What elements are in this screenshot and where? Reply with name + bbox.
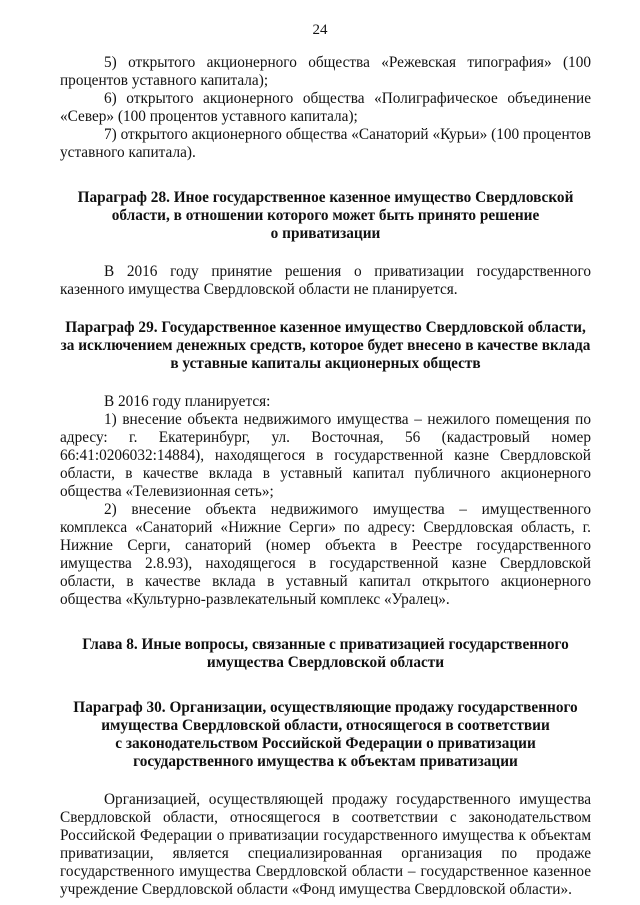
section-29-intro: В 2016 году планируется: [104, 393, 271, 410]
chapter-8-heading: Глава 8. Иные вопросы, связанные с приватизацией государственного имущества Свердловской области [82, 636, 569, 671]
document-body [60, 54, 591, 899]
list-item: 6) открытого акционерного общества «Полиграфическое объединение «Север» (100 процентов уставного капитала); [60, 90, 591, 125]
section-29-heading: Параграф 29. Государственное казенное имущество Свердловской области, за исключением денежных средств, которое будет внесено в качестве вклада в уставные капиталы акционерных обществ [60, 319, 591, 372]
section-28-heading: Параграф 28. Иное государственное казенное имущество Свердловской области, в отношении которого может быть принято решение о приватизации [77, 189, 574, 242]
list-item: 2) внесение объекта недвижимого имущества – имущественного комплекса «Санаторий «Нижние Серги» по адресу: Свердловская область, г. Нижние Серги, санаторий (номер объекта в Реестре государственного имущества 2.8.93), находящегося в государственной казне Свердловской области, в качестве вклада в уставный капитал открытого акционерного общества «Культурно-развлекательный комплекс «Уралец». [60, 501, 591, 608]
list-item: 7) открытого акционерного общества «Санаторий «Курьи» (100 процентов уставного капитала). [60, 126, 591, 161]
section-30-text: Организацией, осуществляющей продажу государственного имущества Свердловской области, относящегося в соответствии с законодательством Российской Федерации о приватизации государственного имущества к объектам приватизации, является специализированная организация по продаже государственного имущества Свердловской области – государственное казенное учреждение Свердловской области «Фонд имущества Свердловской области». [60, 791, 591, 898]
page-number: 24 [312, 22, 328, 38]
list-item: 5) открытого акционерного общества «Режевская типография» (100 процентов уставного капитала); [60, 54, 591, 89]
section-30-heading: Параграф 30. Организации, осуществляющие продажу государственного имущества Свердловской области, относящегося в соответствии с законодательством Российской Федерации о приватизации государственного имущества к объектам приватизации [73, 699, 578, 770]
list-item: 1) внесение объекта недвижимого имущества – нежилого помещения по адресу: г. Екатеринбург, ул. Восточная, 56 (кадастровый номер 66:41:0206032:14884), находящегося в государственной казне Свердловской области, в качестве вклада в уставный капитал публичного акционерного общества «Телевизионная сеть»; [60, 411, 591, 500]
section-28-text: В 2016 году принятие решения о приватизации государственного казенного имущества Свердловской области не планируется. [60, 263, 591, 298]
